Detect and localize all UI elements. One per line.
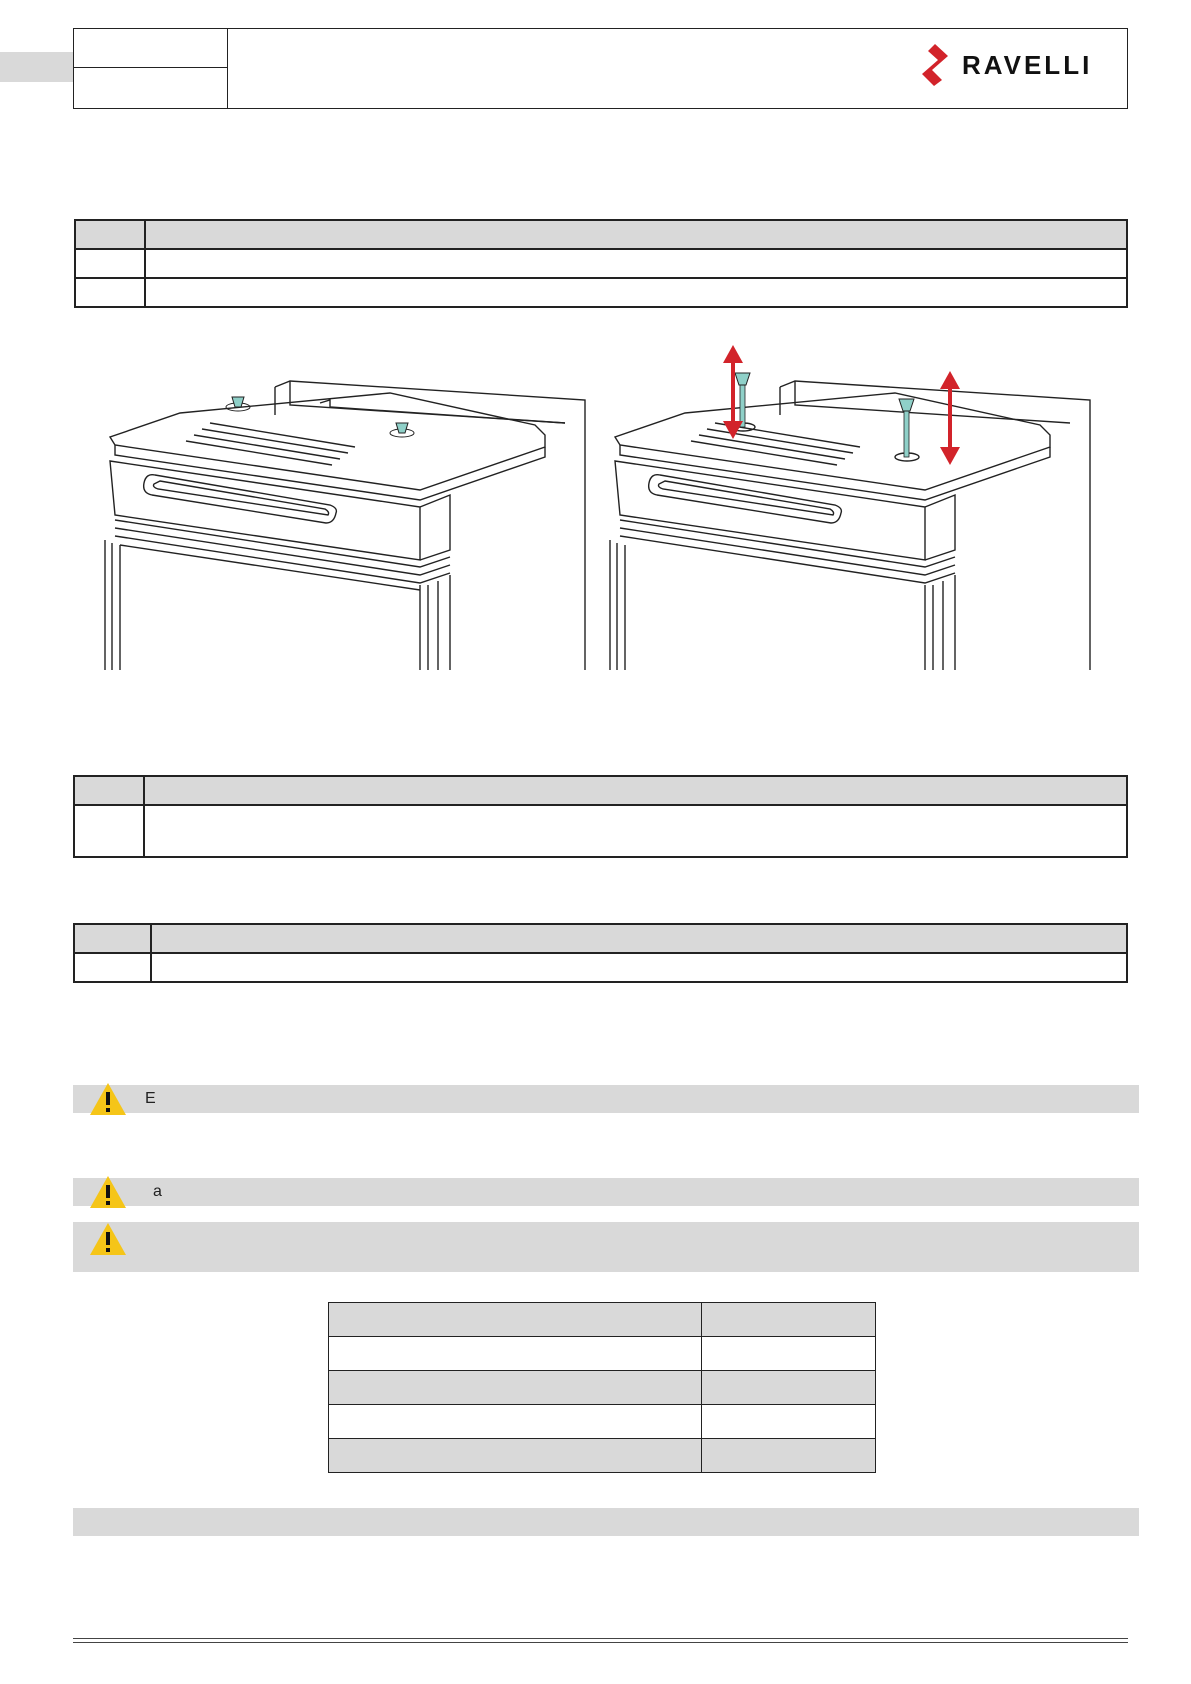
table-row [75, 249, 1127, 278]
screw-head-icon [232, 397, 244, 407]
header-cell-bottom [73, 67, 228, 109]
screw-shaft-icon [904, 411, 909, 457]
table-row [329, 1405, 876, 1439]
warning-text: E [145, 1090, 156, 1107]
arrow-shaft-icon [948, 385, 952, 451]
brand-name: RAVELLI [962, 49, 1093, 80]
arrow-up-icon [723, 345, 743, 363]
screw-head-icon [899, 399, 914, 411]
table-1 [74, 219, 1128, 308]
table-2 [73, 775, 1128, 858]
section-bar [73, 1508, 1139, 1536]
page-side-tab [0, 52, 73, 82]
lift-arrows [723, 345, 960, 465]
warning-bar-3 [73, 1222, 1139, 1272]
header-cell-top [73, 28, 228, 68]
arrow-down-icon [940, 447, 960, 465]
arrow-shaft-icon [731, 359, 735, 425]
warning-bar-2 [73, 1178, 1139, 1206]
spec-table [328, 1302, 876, 1473]
warning-icon [89, 1082, 127, 1116]
arrow-down-icon [723, 421, 743, 439]
warning-bar-1 [73, 1085, 1139, 1113]
footer-rule [73, 1638, 1128, 1639]
screw-shaft-icon [740, 385, 745, 427]
screw-head-icon [735, 373, 750, 385]
table-row [74, 805, 1127, 857]
stove-left [105, 381, 585, 670]
table-row [75, 278, 1127, 307]
ravelli-logo-icon [918, 42, 952, 88]
warning-text: a [153, 1183, 162, 1200]
stove-top-illustration [90, 345, 1110, 675]
warning-icon [89, 1222, 127, 1256]
table-row [329, 1303, 876, 1337]
stove-right [610, 381, 1090, 670]
table-row [74, 776, 1127, 805]
table-row [74, 924, 1127, 953]
table-3 [73, 923, 1128, 983]
table-row [329, 1371, 876, 1405]
table-row [75, 220, 1127, 249]
arrow-up-icon [940, 371, 960, 389]
warning-icon [89, 1175, 127, 1209]
footer-rule [73, 1642, 1128, 1643]
table-row [74, 953, 1127, 982]
table-row [329, 1337, 876, 1371]
table-row [329, 1439, 876, 1473]
screw-head-icon [396, 423, 408, 433]
stove-right-screws [735, 373, 914, 457]
brand-logo [918, 40, 1098, 90]
